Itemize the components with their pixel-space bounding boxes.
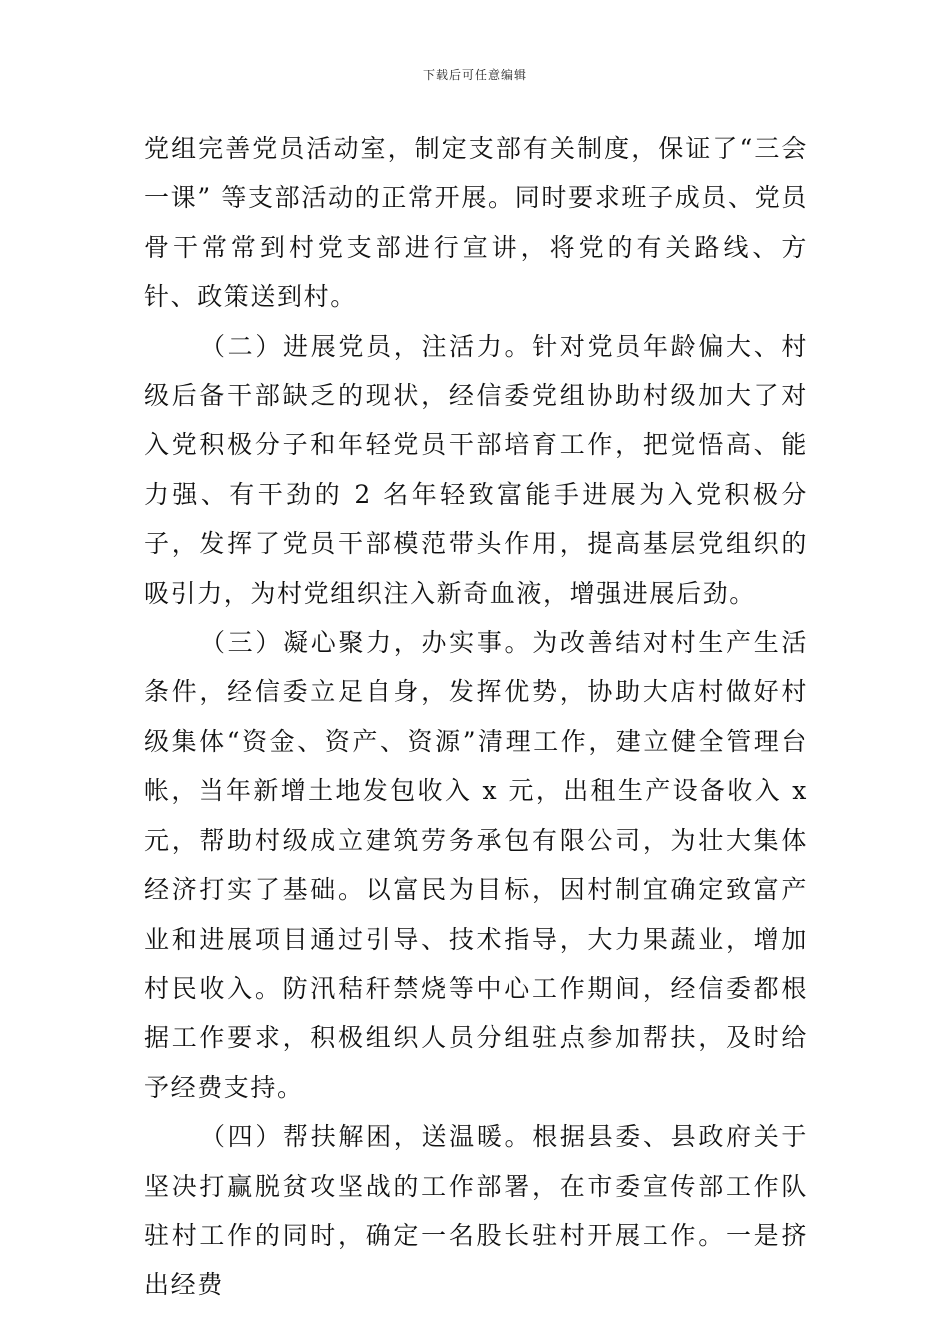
- document-body: [144, 124, 808, 1310]
- paragraph-section-four: （四）帮扶解困，送温暖。根据县委、县政府关于坚决打赢脱贫攻坚战的工作部署，在市委宣传部工作队驻村工作的同时，确定一名股长驻村开展工作。一是挤出经费: [144, 1122, 808, 1300]
- paragraph-section-two: （二）进展党员，注活力。针对党员年龄偏大、村级后备干部缺乏的现状，经信委党组协助村级加大了对入党积极分子和年轻党员干部培育工作，把觉悟高、能力强、有干劲的 2 名年轻致富能手进展为入党积极分子，发挥了党员干部模范带头作用，提高基层党组织的吸引力，为村党组织注入新奇血液，增强进展后劲。: [144, 331, 808, 608]
- page-header: 下载后可任意编辑: [422, 68, 527, 82]
- paragraph-continuation: 党组完善党员活动室，制定支部有关制度，保证了“三会一课” 等支部活动的正常开展。同时要求班子成员、党员骨干常常到村党支部进行宣讲，将党的有关路线、方针、政策送到村。: [144, 134, 808, 312]
- paragraph-section-three: （三）凝心聚力，办实事。为改善结对村生产生活条件，经信委立足自身，发挥优势，协助大店村做好村级集体“资金、资产、资源”清理工作，建立健全管理台帐，当年新增土地发包收入 x 元，出租生产设备收入 x 元，帮助村级成立建筑劳务承包有限公司，为壮大集体经济打实了基础。以富民为目标，因村制宜确定致富产业和进展项目通过引导、技术指导，大力果蔬业，增加村民收入。防汛秸秆禁烧等中心工作期间，经信委都根据工作要求，积极组织人员分组驻点参加帮扶，及时给予经费支持。: [144, 628, 808, 1102]
